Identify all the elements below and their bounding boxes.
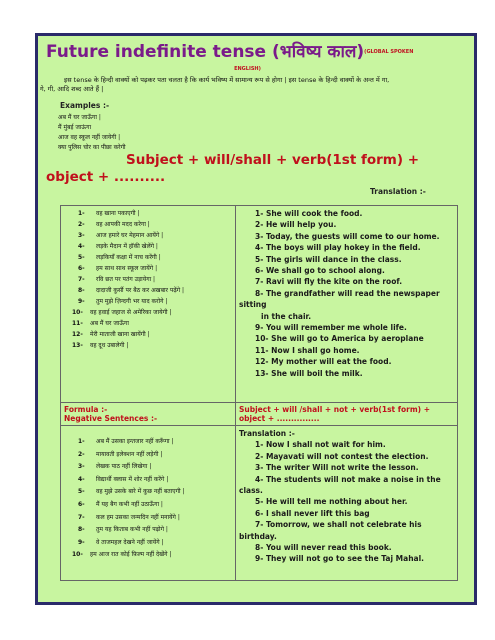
item-text: अब मैं उसका इन्तजार नहीं करूँगा |	[96, 438, 174, 445]
list-item: 9- You will remember me whole life.	[255, 323, 407, 333]
item-number: 1-	[78, 438, 85, 445]
table-row	[61, 403, 458, 426]
item-text: दादाजी कुर्सी पर बैठ कर अखबार पढ़ेंगे |	[96, 287, 185, 294]
list-item: 9- They will not go to see the Taj Mahal.	[255, 554, 425, 564]
list-item	[64, 436, 232, 449]
list-item: 7- Ravi will fly the kite on the roof.	[255, 277, 403, 287]
item-number: 6-	[78, 500, 85, 508]
negative-label: Negative Sentences :-	[64, 414, 158, 423]
formula-heading	[46, 152, 476, 186]
examples-table	[60, 205, 458, 581]
item-number: 8-	[78, 287, 85, 294]
list-item: 2- Mayavati will not contest the election.	[255, 451, 429, 461]
example-item: क्या पुलिस चोर का पीछा करेगी	[58, 144, 126, 151]
item-text: वह मुझे उसके बारे में कुछ नहीं बताएगी |	[96, 488, 185, 496]
list-item	[64, 296, 232, 307]
title-main: Future indefinite tense	[46, 42, 267, 62]
list-item: 7- Tomorrow, we shall not celebrate his birthday.	[239, 520, 422, 541]
item-number: 4-	[78, 475, 85, 483]
list-item: 11- Now I shall go home.	[255, 345, 360, 355]
list-item: 4- The students will not make a noise in the class.	[239, 474, 441, 496]
intro-paragraph	[40, 76, 474, 94]
item-number: 9-	[78, 538, 85, 546]
item-text: हम आज रात कोई फ़िल्म नहीं देखेंगे |	[90, 551, 172, 559]
negative-formula: Subject + will /shall + not + verb(1st form) + object + ...............	[239, 405, 430, 423]
example-item: मैं मुंबई जाऊंगा	[58, 124, 92, 131]
list-item	[64, 263, 232, 274]
list-item: 1- She will cook the food.	[255, 209, 363, 218]
item-number: 11-	[72, 320, 83, 327]
item-text: कल हम उसका जन्मदिन नहीं मनायेंगे |	[96, 513, 180, 521]
item-number: 13-	[72, 342, 83, 349]
hindi-cell	[61, 206, 236, 403]
item-number: 1-	[78, 210, 85, 217]
item-number: 10-	[72, 309, 83, 316]
list-item	[64, 230, 232, 241]
list-item: 2- He will help you.	[255, 220, 337, 230]
list-item	[64, 486, 232, 499]
item-text: वह हवाई जहाज से अमेरिका जायेगी |	[90, 309, 172, 316]
example-item: अब मैं घर जाऊँगा |	[58, 114, 101, 121]
list-item	[64, 449, 232, 462]
item-text: वे ताजमहल देखने नहीं जायेंगे |	[96, 538, 164, 546]
list-item	[64, 208, 232, 219]
item-number: 7-	[78, 513, 85, 521]
hindi-list	[64, 208, 232, 351]
translation-label: Translation :-	[370, 187, 426, 196]
list-item	[64, 340, 232, 351]
english-cell	[236, 206, 458, 403]
item-text: मेरी माताजी खाना खायेंगी |	[90, 331, 150, 338]
list-item: in the chair.	[261, 311, 312, 321]
item-number: 4-	[78, 243, 85, 250]
example-item: आज वह स्कूल नहीं जायेगी |	[58, 134, 121, 141]
list-item	[64, 512, 232, 525]
item-number: 3-	[78, 463, 85, 471]
item-number: 10-	[72, 551, 83, 559]
item-text: हम साथ साथ स्कूल जायेंगे |	[96, 265, 158, 272]
item-text: विद्यार्थी क्लास में शोर नहीं करेंगे |	[96, 475, 169, 483]
list-item	[64, 252, 232, 263]
item-number: 7-	[78, 276, 85, 283]
item-text: मायावती इलेक्शन नहीं लड़ेगी |	[96, 450, 163, 458]
intro-line-2: गे, गी, आदि शब्द आते हैं |	[40, 85, 104, 93]
title-tag: (GLOBAL SPOKEN	[364, 49, 414, 55]
formula-label-cell	[61, 403, 236, 426]
formula-line-2: object + ..........	[46, 169, 166, 185]
negative-formula-cell	[236, 403, 458, 426]
list-item	[64, 524, 232, 537]
list-item: 1- Now I shall not wait for him.	[255, 440, 386, 450]
formula-label: Formula :-	[64, 405, 108, 414]
list-item	[64, 461, 232, 474]
examples-list	[58, 113, 126, 153]
list-item: 6- I shall never lift this bag	[255, 508, 370, 518]
translation-label-2: Translation :-	[239, 429, 295, 438]
title-hindi: (भविष्य काल)	[272, 42, 365, 62]
item-number: 5-	[78, 488, 85, 496]
item-number: 12-	[72, 331, 83, 338]
list-item	[64, 241, 232, 252]
list-item: 12- My mother will eat the food.	[255, 357, 392, 367]
list-item	[64, 274, 232, 285]
item-number: 2-	[78, 450, 85, 458]
list-item	[64, 499, 232, 512]
item-text: तुम यह किताब कभी नहीं पढ़ोगे |	[96, 526, 168, 534]
hindi-list	[64, 428, 232, 562]
item-text: अब मैं घर जाऊँगा	[90, 320, 129, 327]
formula-line-1: Subject + will/shall + verb(1st form) +	[126, 152, 420, 168]
page-title	[46, 42, 476, 62]
item-text: तुम मुझे ज़िन्दगी भर याद करोगे |	[96, 298, 168, 305]
item-text: आज हमारे घर मेहमान आयेंगे |	[96, 232, 164, 239]
item-number: 8-	[78, 526, 85, 534]
item-text: वह दूध उबालेगी |	[90, 342, 129, 349]
item-text: वह खाना पकाएगी |	[96, 210, 140, 217]
item-text: लड़के मैदान में हॉकी खेलेंगे |	[96, 243, 158, 250]
item-text: रवि छत पर पतंग उड़ायेगा |	[96, 276, 156, 283]
english-list	[239, 208, 454, 379]
list-item	[64, 549, 232, 562]
list-item: 3- Today, the guests will come to our home.	[255, 231, 440, 241]
list-item: 6- We shall go to school along.	[255, 266, 385, 276]
english-list	[239, 439, 454, 564]
list-item: 4- The boys will play hokey in the field.	[255, 243, 421, 253]
examples-heading: Examples :-	[60, 101, 110, 110]
list-item: 8- The grandfather will read the newspaper sitting	[239, 288, 440, 310]
hindi-cell	[61, 426, 236, 581]
item-number: 9-	[78, 298, 85, 305]
list-item	[64, 219, 232, 230]
english-cell	[236, 426, 458, 581]
title-tag-2: ENGLISH)	[234, 66, 261, 72]
list-item	[64, 307, 232, 318]
item-text: लेखक पाठ नहीं लिखेगा |	[96, 463, 152, 471]
table-row	[61, 206, 458, 403]
list-item: 13- She will boil the milk.	[255, 368, 363, 378]
item-text: वह आपकी मदद करेगा |	[96, 221, 150, 228]
list-item: 8- You will never read this book.	[255, 543, 392, 553]
item-text: लड़कियाँ कक्षा में नाच करेंगी |	[96, 254, 161, 261]
list-item	[64, 318, 232, 329]
item-number: 3-	[78, 232, 85, 239]
item-number: 6-	[78, 265, 85, 272]
item-number: 5-	[78, 254, 85, 261]
list-item: 10- She will go to America by aeroplane	[255, 334, 424, 344]
list-item	[64, 474, 232, 487]
item-number: 2-	[78, 221, 85, 228]
intro-line-1: इस tense के हिन्दी वाक्यों को पढ़कर पता चलता है कि कार्य भविष्य में सामान्य रूप से होगा | इस tense के हिन्दी वाक्यों के अन्त में गा,	[64, 76, 390, 84]
list-item	[64, 285, 232, 296]
list-item: 5- He will tell me nothing about her.	[255, 497, 408, 507]
item-text: मैं यह बैग कभी नहीं उठाऊँगा |	[96, 500, 163, 508]
list-item	[64, 537, 232, 550]
list-item	[64, 329, 232, 340]
table-row	[61, 426, 458, 581]
list-item: 5- The girls will dance in the class.	[255, 254, 402, 264]
list-item: 3- The writer Will not write the lesson.	[255, 463, 419, 473]
